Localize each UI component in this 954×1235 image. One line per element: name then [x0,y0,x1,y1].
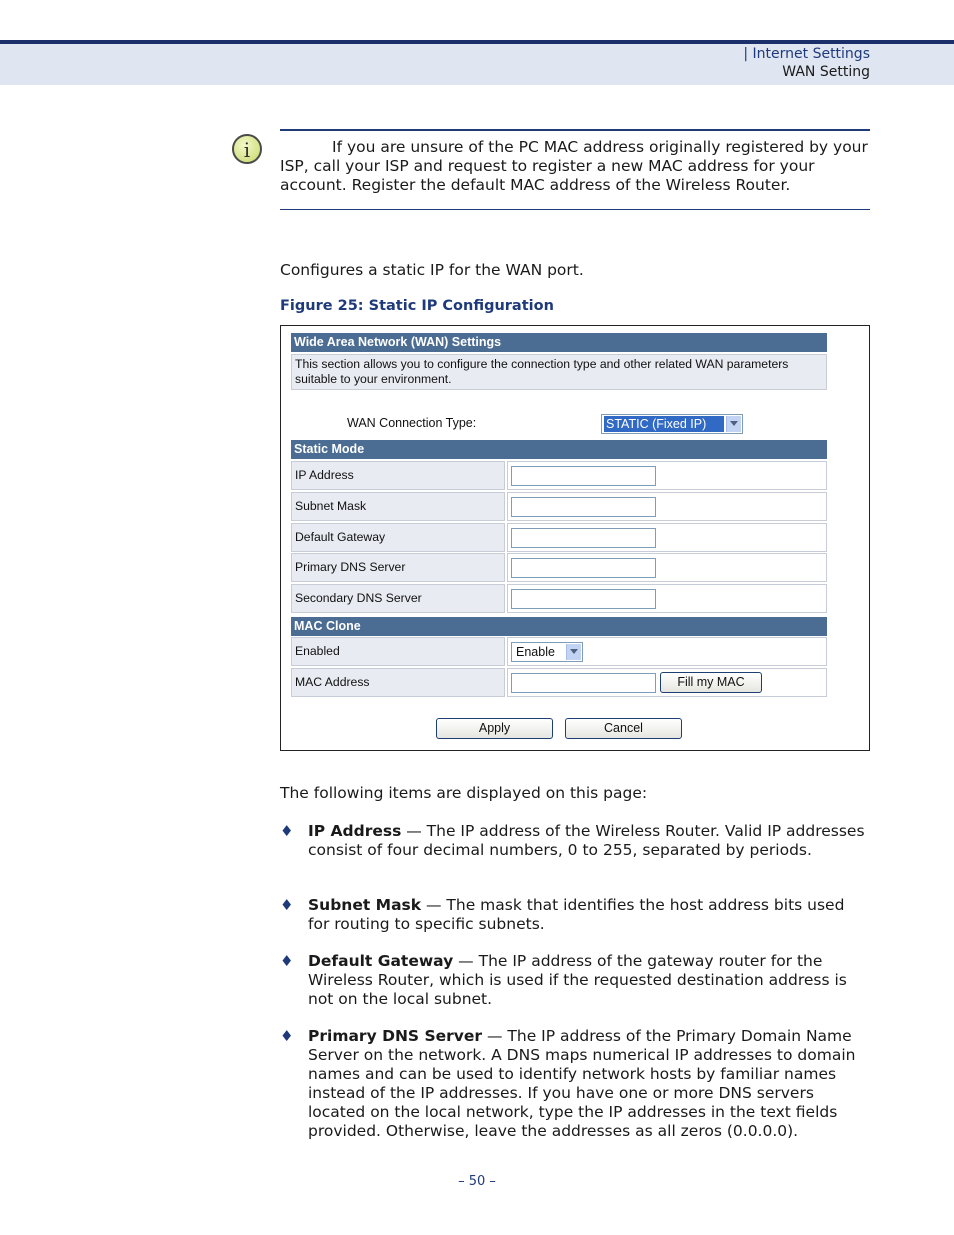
figure-static-ip [280,325,870,751]
bullet-text: — The IP address of the Wireless Router. Valid IP addresses consist of four decimal numbers, 0 to 255, separated by periods. [308,822,865,859]
secondary-dns-label: Secondary DNS Server [291,584,505,613]
fill-my-mac-button[interactable]: Fill my MAC [660,672,762,693]
apply-button[interactable]: Apply [436,718,553,739]
mac-address-input[interactable] [511,673,656,693]
wan-connection-type-select[interactable] [601,414,743,434]
default-gateway-input[interactable] [511,528,656,548]
note-text: If you are unsure of the PC MAC address originally registered by your ISP, call your ISP and request to register a new MAC address for your account. Register the default MAC address of the Wireless Router. [280,138,868,194]
header-section: | Internet Settings [743,46,870,62]
bullet-ip-address [280,822,870,860]
diamond-bullet-icon: ♦ [280,952,294,970]
enabled-label: Enabled [291,637,505,666]
wan-settings-title: Wide Area Network (WAN) Settings [291,333,827,352]
chevron-down-icon[interactable] [726,416,741,432]
mac-clone-enabled-value: Enable [516,645,555,659]
mac-clone-title: MAC Clone [291,617,827,636]
ip-address-label: IP Address [291,461,505,490]
ip-address-input[interactable] [511,466,656,486]
figure-caption: Figure 25: Static IP Configuration [280,298,554,314]
subnet-mask-row [291,492,827,521]
bullet-text: — The IP address of the Primary Domain Name Server on the network. A DNS maps numerical IP addresses to domain names and can be used to identify network hosts by familiar names instead of the IP addresses. If you have one or more DNS servers located on the local network, type the IP addresses in the text fields provided. Otherwise, leave the addresses as all zeros (0.0.0.0). [308,1027,856,1140]
default-gateway-row [291,523,827,552]
mac-address-label: MAC Address [291,668,505,697]
secondary-dns-input[interactable] [511,589,656,609]
mac-clone-enabled-select[interactable] [511,642,583,662]
mac-clone-enabled-row [291,637,827,666]
bullet-term: IP Address [308,822,402,840]
bullet-default-gateway [280,952,870,1009]
cancel-button[interactable]: Cancel [565,718,682,739]
intro-text: Configures a static IP for the WAN port. [280,261,584,279]
subnet-mask-label: Subnet Mask [291,492,505,521]
diamond-bullet-icon: ♦ [280,822,294,840]
primary-dns-label: Primary DNS Server [291,553,505,582]
wan-connection-type-value: STATIC (Fixed IP) [604,416,724,432]
default-gateway-label: Default Gateway [291,523,505,552]
bullet-term: Default Gateway [308,952,454,970]
wan-description: This section allows you to configure the connection type and other related WAN parameters suitable to your environment. [291,354,827,390]
bullet-term: Primary DNS Server [308,1027,483,1045]
bullet-subnet-mask [280,896,870,934]
chevron-down-icon[interactable] [566,644,581,660]
mac-address-row [291,668,827,697]
secondary-dns-row [291,584,827,613]
bullet-text: — The mask that identifies the host address bits used for routing to specific subnets. [308,896,845,933]
info-icon: i [232,134,262,164]
bullet-text: — The IP address of the gateway router for the Wireless Router, which is used if the requested destination address is not on the local subnet. [308,952,847,1008]
diamond-bullet-icon: ♦ [280,1027,294,1045]
header-subsection: WAN Setting [782,64,870,80]
diamond-bullet-icon: ♦ [280,896,294,914]
items-intro: The following items are displayed on this page: [280,784,648,802]
static-mode-title: Static Mode [291,440,827,459]
subnet-mask-input[interactable] [511,497,656,517]
note-top-rule [280,129,870,131]
ip-address-row [291,461,827,490]
note-bottom-rule [280,209,870,210]
bullet-primary-dns [280,1027,870,1141]
wan-connection-type-label: WAN Connection Type: [347,416,477,430]
page-number: – 50 – [458,1174,496,1189]
primary-dns-input[interactable] [511,558,656,578]
bullet-term: Subnet Mask [308,896,422,914]
primary-dns-row [291,553,827,582]
